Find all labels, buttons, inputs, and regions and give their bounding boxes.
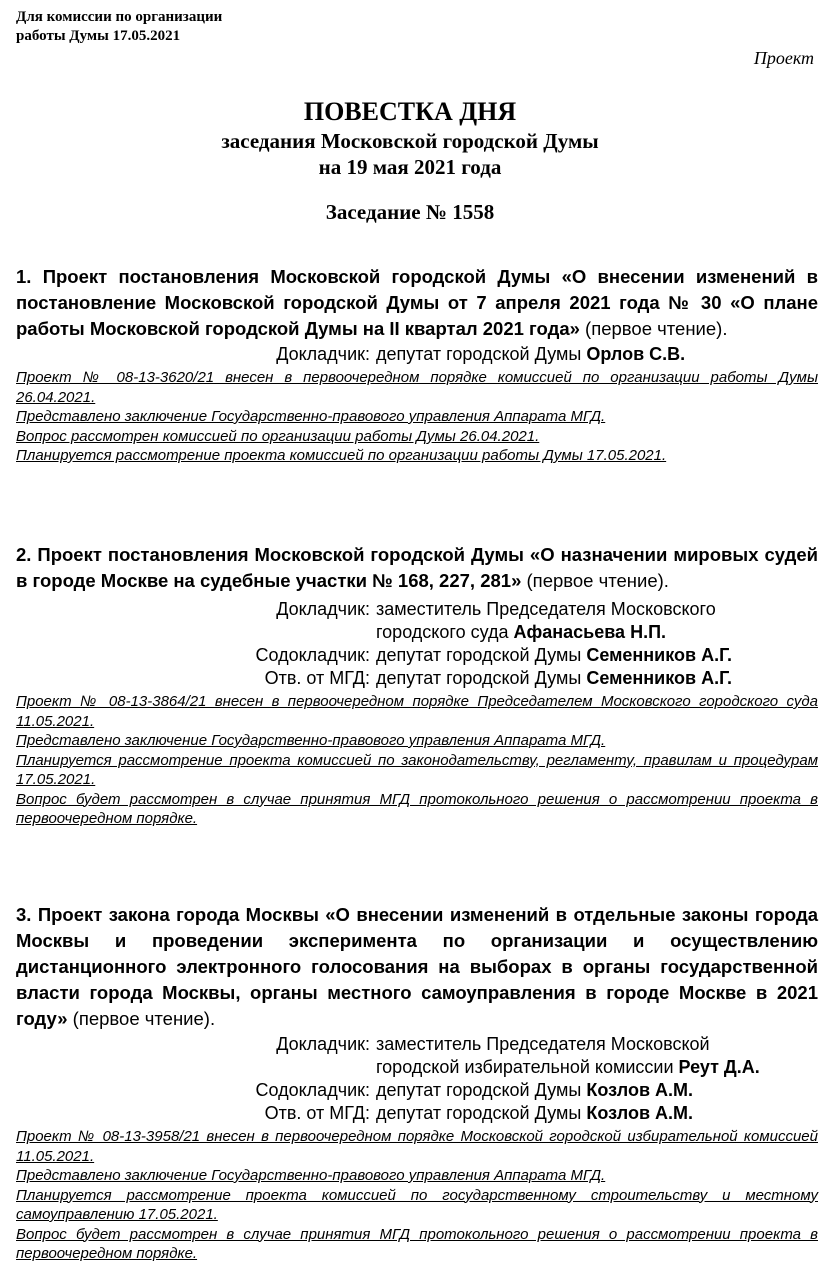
- speaker-line: [376, 343, 818, 366]
- commission-note-line1: Для комиссии по организации: [16, 9, 223, 25]
- speaker-line: [376, 598, 818, 621]
- note-line: Вопрос будет рассмотрен в случае принятия МГД протокольного решения о рассмотрении проекта в первоочередном порядке.: [16, 1225, 818, 1262]
- speaker-role: Содокладчик:: [255, 645, 370, 665]
- agenda-item-heading: [16, 264, 818, 342]
- speaker-role: [16, 1056, 376, 1079]
- document-title: ПОВЕСТКА ДНЯ: [303, 97, 517, 126]
- document-date: на 19 мая 2021 года: [318, 155, 502, 179]
- speaker-line: [376, 1056, 818, 1079]
- note-line: Представлено заключение Государственно-правового управления Аппарата МГД.: [16, 408, 606, 425]
- note-line: Представлено заключение Государственно-правового управления Аппарата МГД.: [16, 1167, 606, 1184]
- speaker-name: Семенников А.Г.: [586, 645, 733, 665]
- agenda-item-heading: [16, 542, 818, 594]
- speaker-position: депутат городской Думы: [376, 344, 587, 364]
- speaker-position: заместитель Председателя Московского: [376, 599, 716, 619]
- speaker-line: [376, 644, 818, 667]
- agenda-item-3: [16, 902, 818, 1264]
- speaker-position: депутат городской Думы: [376, 645, 587, 665]
- agenda-item-title: 1. Проект постановления Московской городской Думы «О внесении изменений в постановление Московской городской Думы от 7 апреля 2021 года № 30 «О плане работы Московской городской Думы на II квартал 2021 года»: [16, 266, 818, 339]
- speakers-list: [16, 598, 818, 690]
- speaker-position: депутат городской Думы: [376, 668, 587, 688]
- speakers-list: [16, 1033, 818, 1125]
- note-line: Планируется рассмотрение проекта комиссией по государственному строительству и местному самоуправлению 17.05.2021.: [16, 1186, 818, 1223]
- item-notes: [16, 1127, 818, 1264]
- note-line: Планируется рассмотрение проекта комиссией по организации работы Думы 17.05.2021.: [16, 447, 667, 464]
- agenda-item-heading: [16, 902, 818, 1032]
- note-line: Планируется рассмотрение проекта комиссией по законодательству, регламенту, правилам и процедурам 17.05.2021.: [16, 751, 818, 788]
- agenda-item-1: [16, 264, 818, 466]
- speaker-position: заместитель Председателя Московской: [376, 1034, 710, 1054]
- speaker-line: [376, 1033, 818, 1056]
- commission-note-line2: работы Думы 17.05.2021: [16, 28, 181, 44]
- speaker-line: [376, 1102, 818, 1125]
- speaker-role: Отв. от МГД:: [264, 668, 370, 688]
- agenda-item-title: 2. Проект постановления Московской городской Думы «О назначении мировых судей в городе Москве на судебные участки № 168, 227, 281»: [16, 544, 818, 591]
- agenda-item-reading: (первое чтение).: [67, 1008, 216, 1029]
- agenda-item-reading: (первое чтение).: [521, 570, 669, 591]
- document-header: [0, 96, 820, 225]
- speaker-line: [376, 621, 818, 644]
- speaker-role: Докладчик:: [276, 344, 370, 364]
- note-line: Проект № 08-13-3958/21 внесен в первоочередном порядке Московской городской избирательной комиссией 11.05.2021.: [16, 1128, 818, 1165]
- agenda-item-reading: (первое чтение).: [579, 318, 728, 339]
- draft-label: Проект: [753, 48, 814, 68]
- speaker-role: Содокладчик:: [255, 1080, 370, 1100]
- speaker-position: городской избирательной комиссии: [376, 1057, 679, 1077]
- speaker-role: Докладчик:: [276, 599, 370, 619]
- speaker-position: депутат городской Думы: [376, 1103, 587, 1123]
- note-line: Проект № 08-13-3620/21 внесен в первоочередном порядке комиссией по организации работы Думы 26.04.2021.: [16, 369, 818, 406]
- agenda-item-title: 3. Проект закона города Москвы «О внесении изменений в отдельные законы города Москвы и проведении эксперимента по организации и осуществлению дистанционного электронного голосования на выборах в органы государственной власти города Москвы, органы местного самоуправления в городе Москве в 2021 году»: [16, 904, 818, 1029]
- item-notes: [16, 692, 818, 829]
- session-number: Заседание № 1558: [325, 200, 495, 224]
- agenda-item-2: [16, 542, 818, 829]
- speaker-name: Орлов С.В.: [586, 344, 686, 364]
- speakers-list: [16, 343, 818, 366]
- speaker-line: [376, 1079, 818, 1102]
- note-line: Представлено заключение Государственно-правового управления Аппарата МГД.: [16, 732, 606, 749]
- note-line: Вопрос рассмотрен комиссией по организации работы Думы 26.04.2021.: [16, 427, 540, 445]
- speaker-name: Козлов А.М.: [586, 1080, 694, 1100]
- document-subtitle: заседания Московской городской Думы: [221, 129, 599, 153]
- note-line: Проект № 08-13-3864/21 внесен в первоочередном порядке Председателем Московского городского суда 11.05.2021.: [16, 693, 818, 730]
- speaker-role: Докладчик:: [276, 1034, 370, 1054]
- speaker-name: Афанасьева Н.П.: [513, 622, 667, 642]
- commission-note: [16, 8, 222, 46]
- speaker-line: [376, 667, 818, 690]
- speaker-name: Козлов А.М.: [586, 1103, 694, 1123]
- item-notes: [16, 368, 818, 466]
- speaker-role: Отв. от МГД:: [264, 1103, 370, 1123]
- speaker-name: Реут Д.А.: [678, 1057, 760, 1077]
- speaker-name: Семенников А.Г.: [586, 668, 733, 688]
- speaker-role: [16, 621, 376, 644]
- speaker-position: депутат городской Думы: [376, 1080, 587, 1100]
- note-line: Вопрос будет рассмотрен в случае принятия МГД протокольного решения о рассмотрении проекта в первоочередном порядке.: [16, 790, 818, 827]
- speaker-position: городского суда: [376, 622, 514, 642]
